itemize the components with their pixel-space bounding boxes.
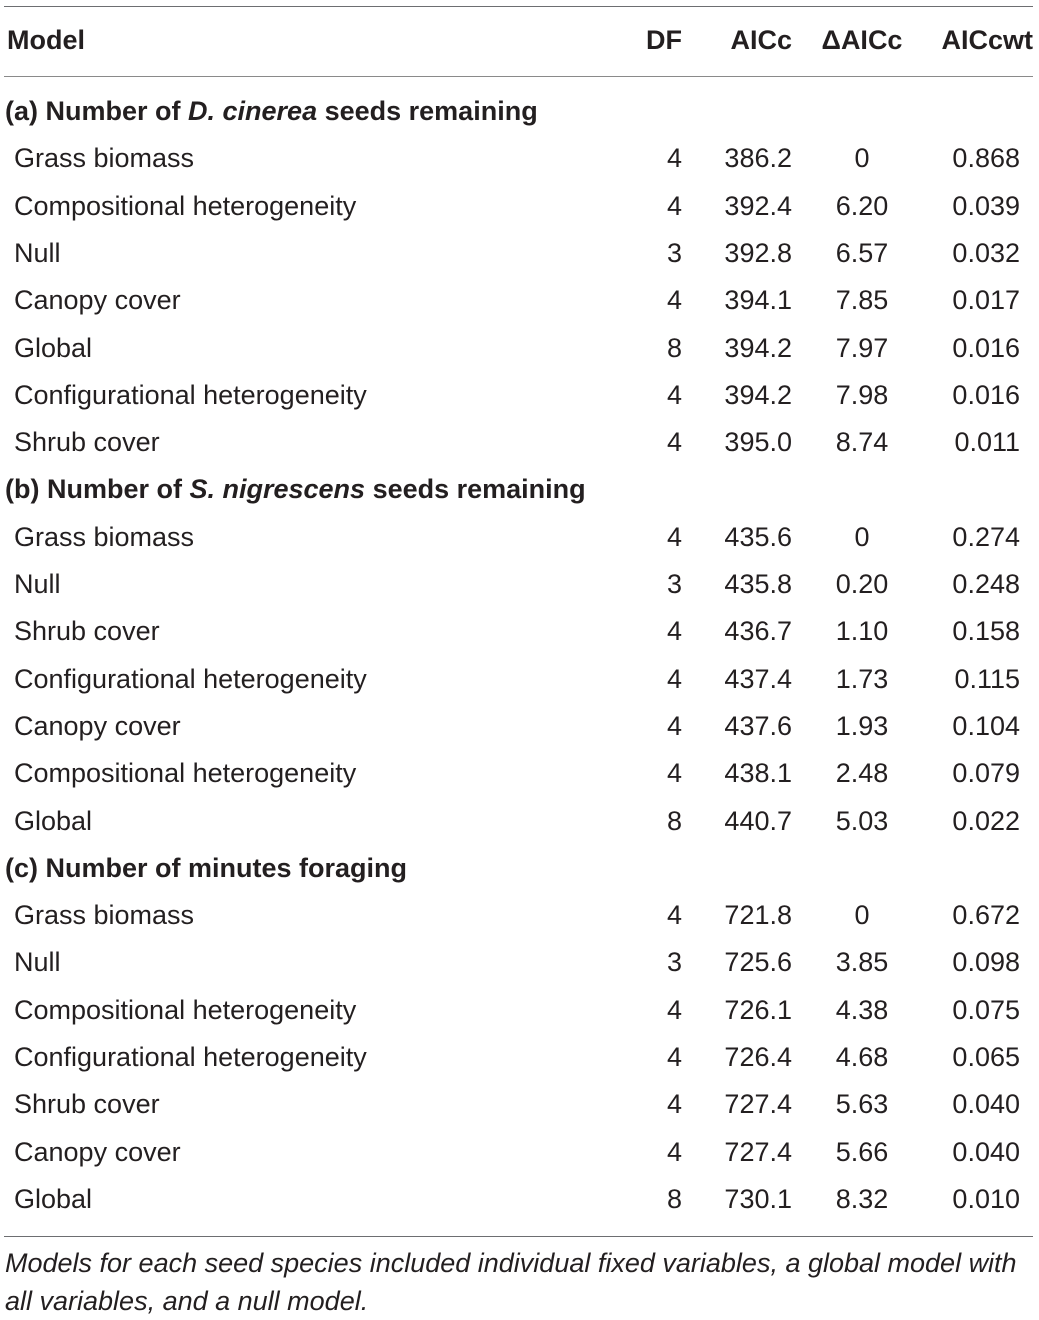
cell-aiccwt: 0.011: [954, 427, 1020, 458]
cell-model: Canopy cover: [14, 710, 181, 741]
section-heading-row: [0, 88, 1039, 135]
cell-df: 4: [666, 900, 682, 931]
cell-delta-aicc: 0: [854, 521, 870, 552]
cell-aicc: 435.6: [724, 521, 792, 552]
table-top-rule: [4, 6, 1033, 7]
cell-model: Grass biomass: [14, 521, 195, 552]
section-heading-species: D. cinerea: [188, 96, 318, 126]
cell-df: 4: [666, 994, 682, 1025]
cell-aiccwt: 0.098: [952, 947, 1020, 978]
cell-delta-aicc: 5.03: [835, 805, 889, 836]
cell-delta-aicc: 7.97: [835, 332, 889, 363]
cell-df: 8: [666, 1183, 682, 1214]
cell-aicc: 438.1: [724, 758, 792, 789]
cell-model: Grass biomass: [14, 900, 195, 931]
table-row: [0, 372, 1039, 419]
section-heading-prefix: (a) Number of: [5, 96, 189, 126]
cell-aicc: 730.1: [724, 1183, 792, 1214]
cell-df: 4: [666, 616, 682, 647]
header-delta-aicc: ΔAICc: [821, 25, 903, 55]
table-row: [0, 277, 1039, 324]
header-aicc: AICc: [730, 25, 792, 55]
cell-aicc: 436.7: [724, 616, 792, 647]
cell-df: 4: [666, 1136, 682, 1167]
cell-delta-aicc: 7.85: [835, 285, 889, 316]
cell-df: 4: [666, 521, 682, 552]
cell-df: 8: [666, 332, 682, 363]
cell-df: 4: [666, 710, 682, 741]
cell-model: Configurational heterogeneity: [14, 663, 367, 694]
cell-delta-aicc: 1.93: [835, 710, 889, 741]
cell-aicc: 392.4: [724, 190, 792, 221]
table-row: [0, 798, 1039, 845]
cell-delta-aicc: 4.68: [835, 1042, 889, 1072]
cell-model: Global: [14, 805, 93, 836]
cell-aicc: 725.6: [724, 947, 792, 978]
cell-df: 3: [666, 237, 682, 268]
cell-aicc: 727.4: [724, 1089, 792, 1120]
table-row: [0, 1081, 1039, 1128]
cell-model: Canopy cover: [14, 285, 181, 316]
table-row: [0, 939, 1039, 986]
cell-model: Null: [14, 569, 61, 599]
cell-aiccwt: 0.079: [952, 758, 1020, 789]
cell-df: 4: [666, 1042, 682, 1072]
cell-aicc: 386.2: [724, 143, 792, 174]
table-row: [0, 135, 1039, 182]
cell-aiccwt: 0.016: [952, 332, 1020, 363]
cell-delta-aicc: 5.66: [835, 1136, 889, 1167]
cell-df: 4: [666, 190, 682, 221]
cell-model: Grass biomass: [14, 143, 195, 174]
section-heading: [5, 466, 586, 513]
cell-aiccwt: 0.672: [952, 900, 1020, 931]
header-aiccwt: AICcwt: [941, 25, 1033, 55]
section-heading-species: S. nigrescens: [189, 474, 366, 505]
cell-delta-aicc: 3.85: [835, 947, 889, 978]
cell-delta-aicc: 0: [854, 143, 870, 174]
cell-delta-aicc: 7.98: [835, 379, 889, 410]
cell-delta-aicc: 2.48: [835, 758, 889, 789]
cell-df: 4: [666, 663, 682, 694]
cell-aiccwt: 0.010: [952, 1183, 1020, 1214]
table-row: [0, 419, 1039, 466]
cell-model: Configurational heterogeneity: [14, 379, 367, 410]
cell-delta-aicc: 0: [854, 900, 870, 931]
table-header-rule: [4, 76, 1033, 77]
cell-delta-aicc: 4.38: [835, 994, 889, 1025]
cell-model: Compositional heterogeneity: [14, 190, 357, 221]
table-row: [0, 987, 1039, 1034]
cell-df: 4: [666, 285, 682, 316]
section-heading-prefix: (b) Number of: [5, 474, 190, 505]
cell-delta-aicc: 1.10: [835, 616, 889, 647]
cell-model: Compositional heterogeneity: [14, 758, 357, 789]
section-heading: [5, 88, 538, 135]
cell-model: Shrub cover: [14, 616, 160, 647]
cell-aiccwt: 0.040: [952, 1089, 1020, 1120]
cell-df: 4: [666, 427, 682, 458]
cell-aiccwt: 0.075: [952, 994, 1020, 1025]
table-row: [0, 892, 1039, 939]
cell-model: Null: [14, 237, 61, 268]
cell-aicc: 437.4: [724, 663, 792, 694]
cell-aiccwt: 0.104: [952, 710, 1020, 741]
cell-aiccwt: 0.065: [952, 1042, 1020, 1072]
cell-aiccwt: 0.017: [952, 285, 1020, 316]
cell-delta-aicc: 5.63: [835, 1089, 889, 1120]
table-row: [0, 608, 1039, 655]
cell-aiccwt: 0.039: [952, 190, 1020, 221]
cell-aicc: 435.8: [724, 569, 792, 599]
cell-aicc: 394.2: [724, 332, 792, 363]
cell-aicc: 395.0: [724, 427, 792, 458]
cell-df: 4: [666, 379, 682, 410]
cell-df: 4: [666, 758, 682, 789]
table-bottom-rule: [4, 1236, 1033, 1237]
cell-aicc: 726.1: [724, 994, 792, 1025]
cell-model: Global: [14, 1183, 93, 1214]
cell-aiccwt: 0.274: [952, 521, 1020, 552]
table-row: [0, 561, 1039, 608]
cell-delta-aicc: 6.20: [835, 190, 889, 221]
cell-aicc: 721.8: [724, 900, 792, 931]
table-row: [0, 1176, 1039, 1223]
cell-df: 4: [666, 1089, 682, 1120]
cell-model: Configurational heterogeneity: [14, 1042, 367, 1072]
header-df: DF: [646, 25, 682, 55]
section-heading-row: [0, 466, 1039, 513]
cell-aicc: 727.4: [724, 1136, 792, 1167]
table-row: [0, 750, 1039, 797]
cell-model: Shrub cover: [14, 1089, 160, 1120]
table-footnote: Models for each seed species included individual fixed variables, a global model with all variables, and a null model.: [5, 1248, 1017, 1316]
cell-aiccwt: 0.868: [952, 143, 1020, 174]
header-model: Model: [7, 25, 85, 55]
section-heading-suffix: seeds remaining: [365, 474, 586, 505]
cell-delta-aicc: 6.57: [835, 237, 889, 268]
cell-delta-aicc: 8.32: [835, 1183, 889, 1214]
cell-delta-aicc: 1.73: [835, 663, 889, 694]
cell-model: Shrub cover: [14, 427, 160, 458]
cell-aicc: 726.4: [724, 1042, 792, 1072]
table-row: [0, 1034, 1039, 1081]
table-row: [0, 514, 1039, 561]
cell-delta-aicc: 0.20: [835, 569, 889, 599]
section-heading-prefix: (c) Number of minutes foraging: [5, 852, 408, 883]
cell-aiccwt: 0.158: [952, 616, 1020, 647]
cell-df: 4: [666, 143, 682, 174]
cell-aicc: 437.6: [724, 710, 792, 741]
cell-model: Null: [14, 947, 61, 978]
cell-df: 3: [666, 569, 682, 599]
cell-aiccwt: 0.032: [952, 237, 1020, 268]
cell-delta-aicc: 8.74: [835, 427, 889, 458]
cell-df: 3: [666, 947, 682, 978]
cell-aicc: 392.8: [724, 237, 792, 268]
cell-df: 8: [666, 805, 682, 836]
cell-aiccwt: 0.040: [952, 1136, 1020, 1167]
cell-aiccwt: 0.016: [952, 379, 1020, 410]
section-heading: [5, 845, 407, 892]
cell-model: Compositional heterogeneity: [14, 994, 357, 1025]
cell-aicc: 394.1: [724, 285, 792, 316]
cell-aiccwt: 0.022: [952, 805, 1020, 836]
section-heading-suffix: seeds remaining: [317, 96, 538, 126]
cell-aiccwt: 0.248: [952, 569, 1020, 599]
cell-aiccwt: 0.115: [954, 663, 1020, 694]
section-heading-row: [0, 845, 1039, 892]
table-row: [0, 656, 1039, 703]
cell-aicc: 440.7: [724, 805, 792, 836]
table-row: [0, 230, 1039, 277]
table-header-row: [0, 17, 1039, 64]
table-row: [0, 325, 1039, 372]
cell-aicc: 394.2: [724, 379, 792, 410]
cell-model: Global: [14, 332, 93, 363]
cell-model: Canopy cover: [14, 1136, 181, 1167]
table-row: [0, 1129, 1039, 1176]
table-row: [0, 183, 1039, 230]
table-row: [0, 703, 1039, 750]
